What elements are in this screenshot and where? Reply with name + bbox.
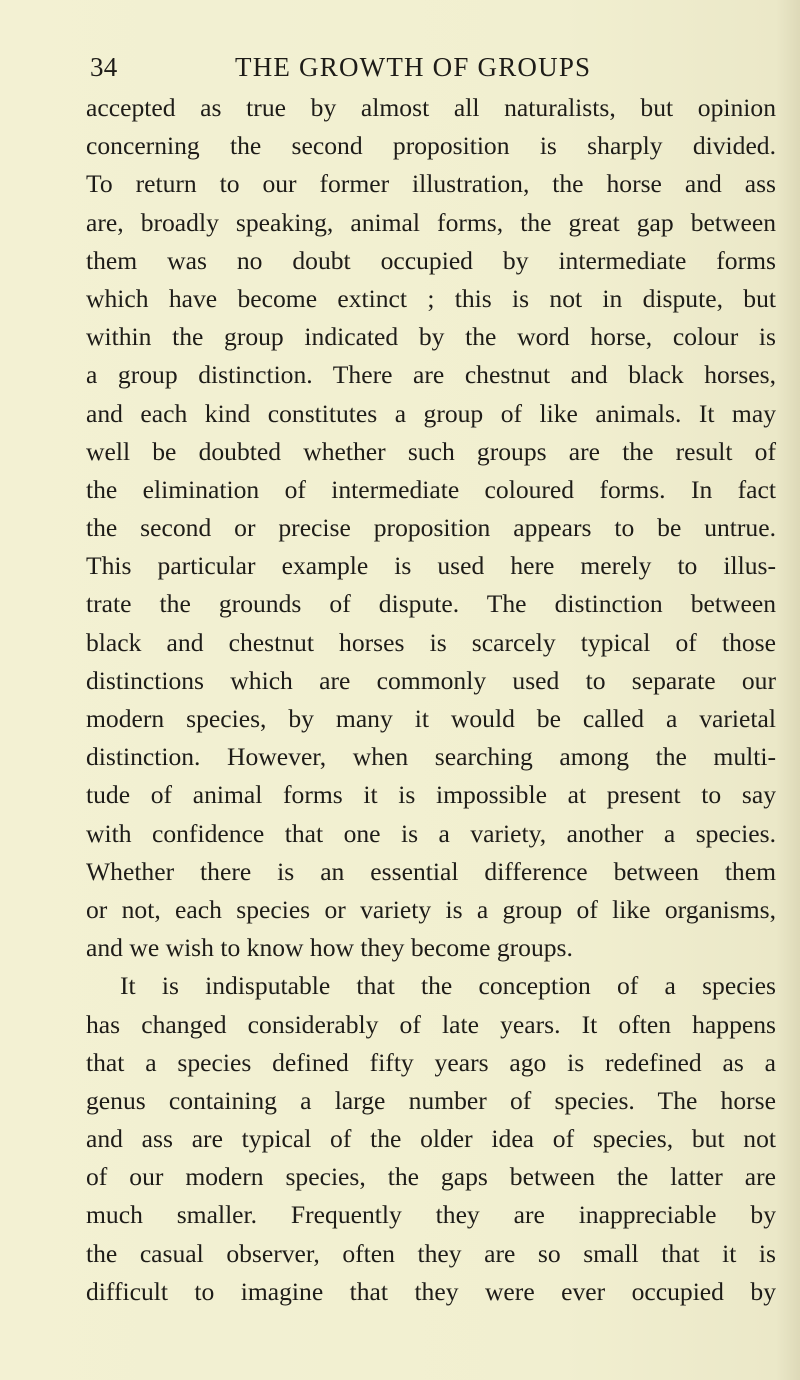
text-line: To return to our former illustration, the horse and ass (86, 169, 776, 199)
text-line: and ass are typical of the older idea of species, but not (86, 1124, 776, 1154)
text-line: much smaller. Frequently they are inappreciable by (86, 1200, 776, 1230)
text-line: of our modern species, the gaps between the latter are (86, 1162, 776, 1192)
text-line: or not, each species or variety is a group of like organisms, (86, 894, 776, 924)
text-line: the casual observer, often they are so small that it is (86, 1238, 776, 1268)
text-line: black and chestnut horses is scarcely typical of those (86, 627, 776, 657)
text-line: them was no doubt occupied by intermediate forms (86, 245, 776, 275)
body-text (86, 89, 776, 1311)
text-line: are, broadly speaking, animal forms, the great gap between (86, 207, 776, 237)
page-header (90, 47, 770, 87)
text-line: accepted as true by almost all naturalists, but opinion (86, 93, 776, 122)
text-line: with confidence that one is a variety, another a species. (86, 818, 776, 848)
text-line: within the group indicated by the word horse, colour is (86, 322, 776, 352)
text-line: distinction. However, when searching among the multi- (86, 742, 776, 772)
text-line: trate the grounds of dispute. The distinction between (86, 589, 776, 619)
text-line: tude of animal forms it is impossible at present to say (86, 780, 776, 810)
text-line: that a species defined fifty years ago is redefined as a (86, 1047, 776, 1077)
text-line: well be doubted whether such groups are the result of (86, 436, 776, 466)
text-line: genus containing a large number of species. The horse (86, 1085, 776, 1115)
text-line: which have become extinct ; this is not in dispute, but (86, 283, 776, 313)
text-line: has changed considerably of late years. It often happens (86, 1009, 776, 1039)
text-line: the second or precise proposition appears to be untrue. (86, 513, 776, 543)
text-line: the elimination of intermediate coloured forms. In fact (86, 474, 776, 504)
text-line: and each kind constitutes a group of like animals. It may (86, 398, 776, 428)
page-number: 34 (90, 52, 118, 82)
text-line: difficult to imagine that they were ever occupied by (86, 1276, 776, 1306)
text-line: a group distinction. There are chestnut and black horses, (86, 360, 776, 390)
text-line: and we wish to know how they become groups. (86, 933, 573, 963)
text-line: concerning the second proposition is sharply divided. (86, 131, 776, 161)
running-head: THE GROWTH OF GROUPS (235, 52, 592, 82)
text-line: It is indisputable that the conception of a species (120, 971, 776, 1001)
text-line: distinctions which are commonly used to separate our (86, 665, 776, 695)
text-line: This particular example is used here merely to illus- (86, 551, 776, 581)
text-line: Whether there is an essential difference between them (86, 856, 776, 886)
text-line: modern species, by many it would be called a varietal (86, 704, 776, 733)
